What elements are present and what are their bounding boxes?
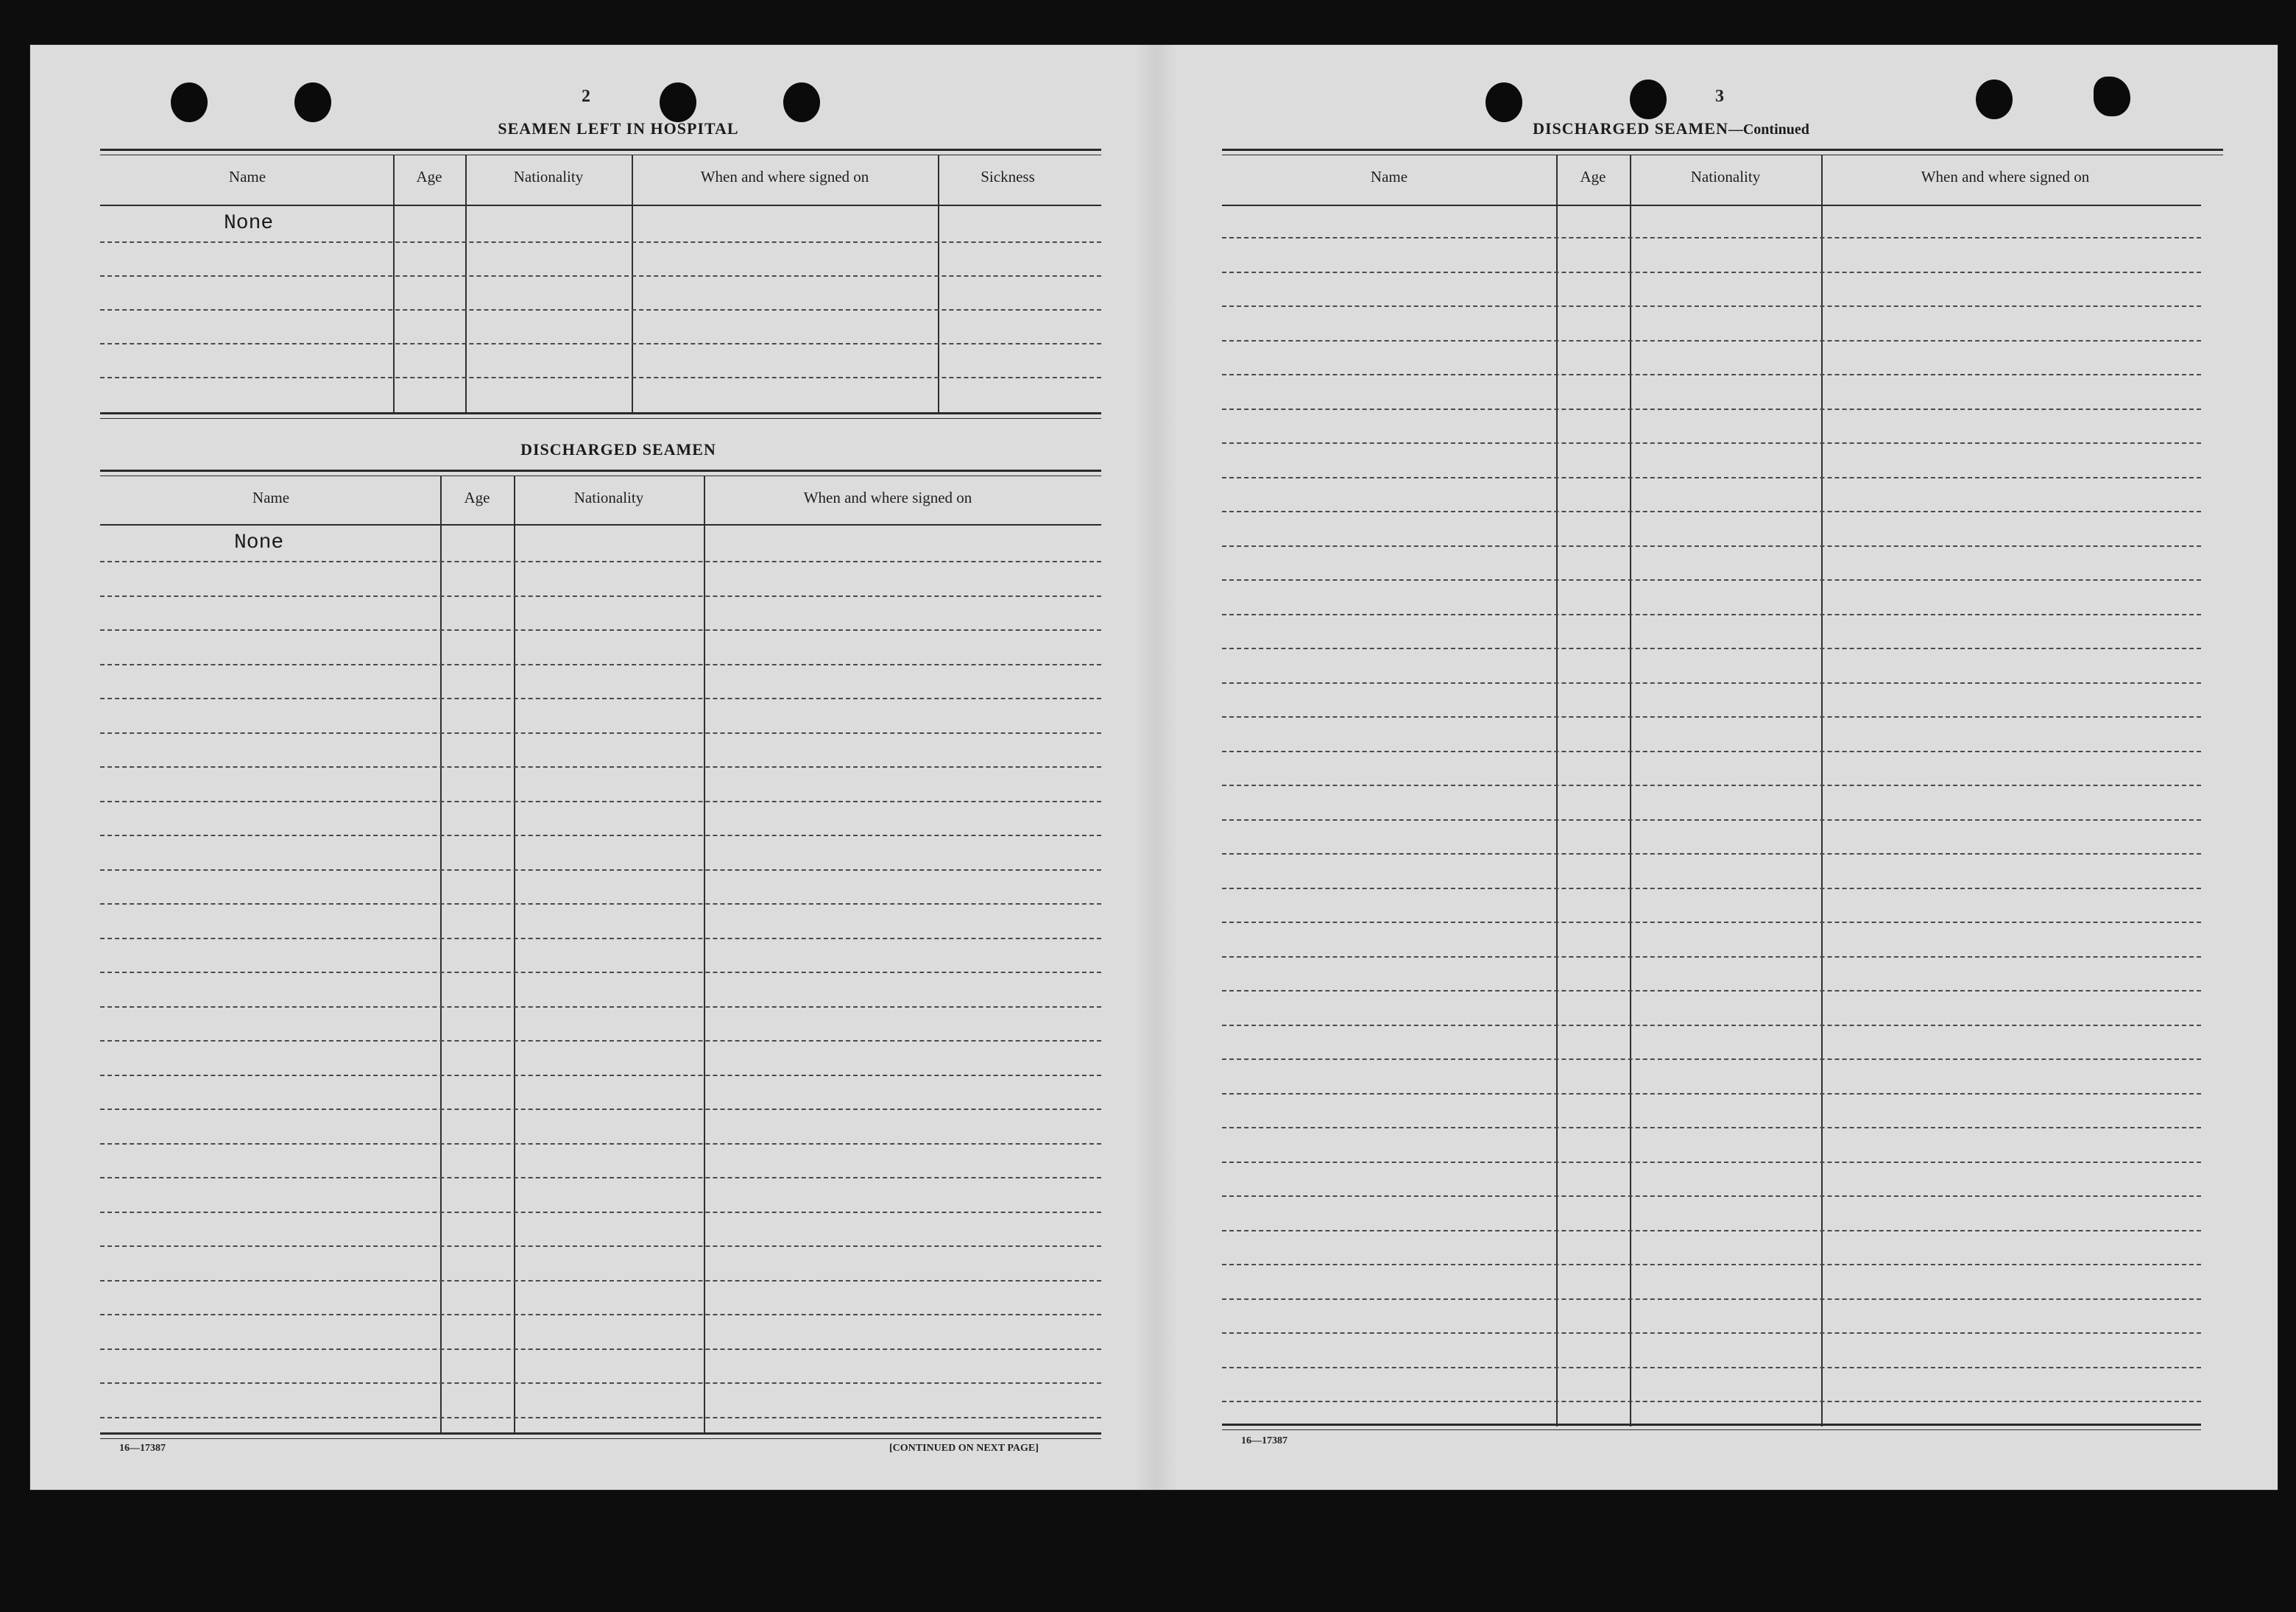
column-divider <box>704 476 705 1434</box>
section-title-text: DISCHARGED SEAMEN <box>1533 119 1728 138</box>
row-line <box>1222 545 2201 547</box>
row-line <box>1222 1025 2201 1026</box>
row-line <box>100 1006 1101 1008</box>
col-header-name: Name <box>252 489 290 506</box>
row-line <box>1222 477 2201 478</box>
punch-hole <box>660 82 696 122</box>
row-line <box>1222 579 2201 581</box>
row-line <box>1222 1401 2201 1402</box>
row-line <box>100 1382 1101 1384</box>
row-line <box>100 377 1101 378</box>
row-line <box>100 1143 1101 1145</box>
table-end-rule <box>100 1432 1101 1439</box>
page-number: 2 <box>582 87 590 106</box>
col-header-name: Name <box>1370 168 1408 185</box>
row-line <box>100 1109 1101 1110</box>
row-line <box>1222 1093 2201 1095</box>
column-divider <box>393 155 395 414</box>
section-title-hospital: SEAMEN LEFT IN HOSPITAL <box>498 119 739 138</box>
row-line <box>1222 990 2201 991</box>
section-title-discharged-continued <box>1450 119 1892 138</box>
page-fold <box>1134 44 1178 1491</box>
column-divider <box>1556 155 1558 1427</box>
row-line <box>100 972 1101 973</box>
row-line <box>1222 1332 2201 1334</box>
row-line <box>1222 1230 2201 1231</box>
row-line <box>100 664 1101 665</box>
row-line <box>1222 1367 2201 1368</box>
row-line <box>1222 648 2201 649</box>
row-line <box>1222 682 2201 684</box>
row-line <box>1222 819 2201 821</box>
row-line <box>1222 785 2201 786</box>
row-line <box>100 1245 1101 1247</box>
column-divider <box>632 155 633 414</box>
row-line <box>100 275 1101 277</box>
row-line <box>100 869 1101 871</box>
row-line <box>1222 853 2201 855</box>
hospital-entry: None <box>224 212 274 235</box>
row-line <box>1222 305 2201 307</box>
row-line <box>1222 956 2201 958</box>
discharged-entry: None <box>234 531 284 554</box>
row-line <box>100 732 1101 734</box>
row-line <box>1222 1264 2201 1265</box>
row-line <box>1222 237 2201 238</box>
col-header-nationality: Nationality <box>573 489 644 506</box>
row-line <box>100 1280 1101 1282</box>
row-line <box>100 1040 1101 1042</box>
form-number: 16—17387 <box>119 1443 166 1454</box>
row-line <box>1222 614 2201 615</box>
col-header-signed-on: When and where signed on <box>1921 168 2090 185</box>
col-header-age: Age <box>464 489 490 506</box>
column-divider <box>1630 155 1631 1427</box>
column-divider <box>514 476 515 1434</box>
col-header-nationality: Nationality <box>1690 168 1761 185</box>
col-header-signed-on: When and where signed on <box>803 489 972 506</box>
row-line <box>1222 442 2201 444</box>
column-header-rule <box>1222 205 2201 206</box>
row-line <box>1222 1298 2201 1300</box>
row-line <box>100 1177 1101 1178</box>
document-sheet <box>29 44 2278 1491</box>
row-line <box>100 903 1101 905</box>
row-line <box>1222 511 2201 512</box>
row-line <box>100 1314 1101 1315</box>
column-divider <box>465 155 467 414</box>
header-rule <box>100 149 1101 155</box>
row-line <box>1222 1195 2201 1197</box>
section-end-rule <box>100 412 1101 419</box>
row-line <box>1222 1162 2201 1163</box>
punch-hole <box>171 82 208 122</box>
row-line <box>100 835 1101 836</box>
punch-hole <box>2094 77 2130 116</box>
section-title-suffix: —Continued <box>1728 121 1809 138</box>
row-line <box>100 561 1101 562</box>
col-header-name: Name <box>228 168 266 185</box>
column-divider <box>1821 155 1823 1427</box>
column-divider <box>938 155 939 414</box>
continued-note: [CONTINUED ON NEXT PAGE] <box>889 1443 1039 1454</box>
row-line <box>100 766 1101 768</box>
row-line <box>1222 340 2201 342</box>
punch-hole <box>1976 79 2013 119</box>
row-line <box>100 343 1101 344</box>
punch-hole <box>294 82 331 122</box>
row-line <box>1222 374 2201 375</box>
row-line <box>100 241 1101 243</box>
section-title-discharged: DISCHARGED SEAMEN <box>520 440 716 459</box>
column-divider <box>440 476 442 1434</box>
row-line <box>1222 272 2201 273</box>
row-line <box>100 938 1101 939</box>
col-header-signed-on: When and where signed on <box>700 168 869 185</box>
table-end-rule <box>1222 1424 2201 1430</box>
row-line <box>100 1212 1101 1213</box>
header-rule <box>100 470 1101 476</box>
row-line <box>1222 1127 2201 1128</box>
row-line <box>100 1417 1101 1418</box>
row-line <box>1222 922 2201 923</box>
form-number: 16—17387 <box>1241 1435 1287 1446</box>
header-rule <box>1222 149 2223 155</box>
col-header-age: Age <box>416 168 442 185</box>
col-header-age: Age <box>1580 168 1606 185</box>
row-line <box>1222 888 2201 889</box>
row-line <box>100 698 1101 699</box>
row-line <box>100 629 1101 631</box>
row-line <box>1222 751 2201 752</box>
punch-hole <box>783 82 820 122</box>
punch-hole <box>1486 82 1522 122</box>
column-header-rule <box>100 205 1101 206</box>
row-line <box>100 1075 1101 1076</box>
row-line <box>100 801 1101 802</box>
row-line <box>100 595 1101 597</box>
row-line <box>100 309 1101 311</box>
row-line <box>1222 1058 2201 1060</box>
col-header-sickness: Sickness <box>981 168 1035 185</box>
page-number: 3 <box>1715 87 1724 106</box>
punch-hole <box>1630 79 1667 119</box>
row-line <box>1222 409 2201 410</box>
row-line <box>1222 716 2201 718</box>
col-header-nationality: Nationality <box>513 168 584 185</box>
row-line <box>100 1348 1101 1350</box>
column-header-rule <box>100 524 1101 526</box>
